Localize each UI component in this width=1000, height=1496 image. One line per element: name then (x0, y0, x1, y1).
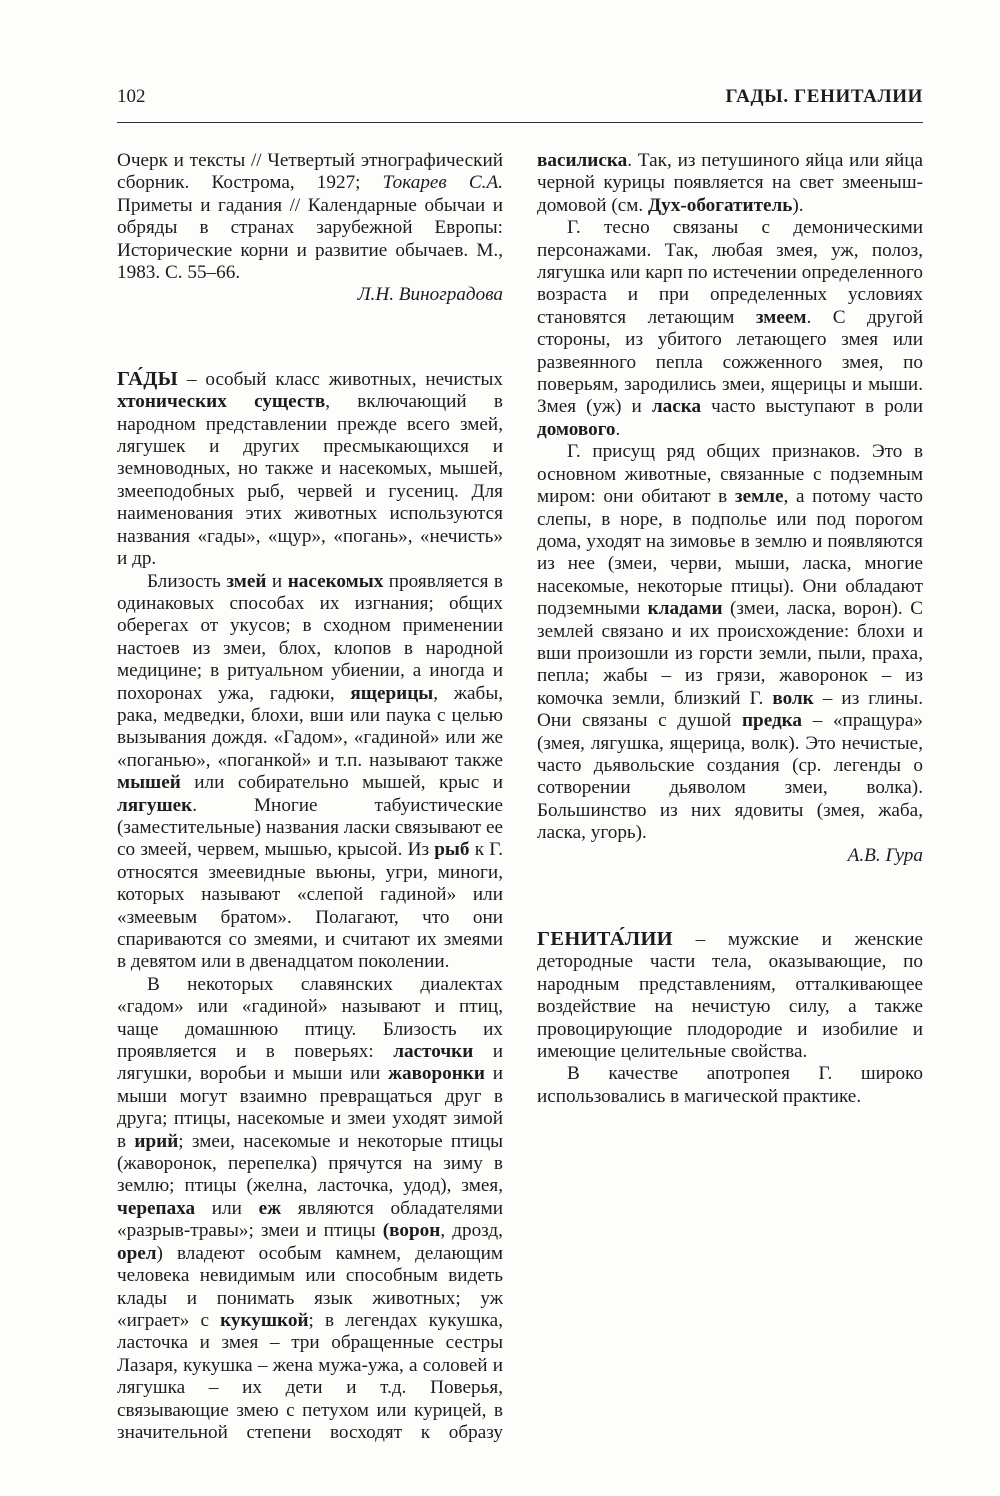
cross-reference: кладами (647, 598, 723, 620)
bibliography-continuation: Очерк и тексты // Четвертый этнографический сборник. Кострома, 1927; Токарев С.А. Приметы и гадания // Календарные обычаи и обряды в странах зарубежной Европы: Исторические корни и развитие обычаев. М., 1983. С. 55–66. (117, 150, 503, 284)
left-column (117, 150, 923, 1450)
article-paragraph: В качестве апотропея Г. широко использовались в магической практике. (537, 1063, 923, 1107)
page-number: 102 (117, 86, 146, 107)
header-rule (117, 122, 923, 123)
cross-reference: предка (741, 710, 803, 732)
author-signature: Л.Н. Виноградова (357, 284, 503, 306)
article-paragraph: Г. присущ ряд общих признаков. Это в основном животные, связанные с подземным миром: они обитают в земле, а потому часто слепы, в норе, в подполье или под порогом дома, уходят на зимовье в землю и появляются из нее (змеи, черви, мыши, ласка, многие насекомые, некоторые птицы). Они обладают подземными кладами (змеи, ласка, ворон). С землей связано и их происхождение: блохи и вши произошли из горсти земли, пыли, праха, пепла; жабы – из грязи, жаворонок – из комочка земли, близкий Г. волк – из глины. Они связаны с душой предка – «пращура» (змея, лягушка, ящерица, волк). Это нечистые, часто дьявольские создания (ср. легенды о сотворении дьяволом змеи, волка). Большинство из них ядовиты (змея, жаба, ласка, угорь). (537, 441, 924, 844)
article-paragraph: В некоторых славянских диалектах «гадом» или «гадиной» называют и птиц, чаще домашнюю птицу. Близость их проявляется и в поверьях: ласточки и лягушки, воробьи и мыши или жаворонки и мыши могут взаимно превращаться друг в друга; птицы, насекомые и змеи уходят зимой в ирий; змеи, насекомые и некоторые птицы (жаворонок, перепелка) прячутся на зиму в землю; птицы (желна, ласточка, удод), змея, черепаха или еж являются обладателями «разрыв-травы»; змеи и птицы (ворон, дрозд, орел) владеют особым камнем, делающим человека невидимым или способным видеть клады и понимать язык животных; уж «играет» с кукушкой; в легендах кукушка, ласточка и змея – три обращенные сестры Лазаря, кукушка – жена мужа-ужа, а соловей и лягушка – их дети и т.д. Поверья, связывающие змею с петухом или курицей, в значительной степени восходят к образу василиска. Так, из петушиного яйца или яйца черной курицы появляется на свет змееныш-домовой (см. Дух-обогатитель). (117, 150, 923, 1443)
cross-reference: рыб (434, 839, 470, 861)
headword: ГА́ДЫ (117, 367, 179, 390)
article-paragraph: Близость змей и насекомых проявляется в одинаковых способах их изгнания; общих оберегах от укусов; в сходном применении настоев из змеи, блох, клопов в народной медицине; в ритуальном убиении, а иногда и похоронах ужа, гадюки, ящерицы, жабы, рака, медведки, блохи, вши или паука с целью вызывания дождя. «Гадом», «гадиной» или же «поганью», «поганкой» и т.п. называют также мышей или собирательно мышей, крыс и лягушек. Многие табуистические (заместительные) названия ласки связывают ее со змеей, червем, мышью, крысой. Из рыб к Г. относятся змеевидные вьюны, угри, миноги, которых называют «слепой гадиной» или «змеевым братом». Полагают, что они спариваются со змеями, и считают их змеями в девятом или в двенадцатом поколении. (117, 570, 504, 973)
article-genitalii (537, 928, 923, 1108)
cross-reference: ящерицы (350, 682, 434, 704)
page-header (117, 86, 923, 114)
cross-reference: Дух-обогатитель (647, 194, 793, 216)
cross-reference: змей (226, 570, 267, 592)
cross-reference: (ворон (382, 1220, 441, 1242)
author-name: Токарев С.А. (382, 172, 503, 194)
cross-reference: ласточки (393, 1041, 474, 1063)
cross-reference: василиска (537, 150, 628, 171)
cross-reference: земле (734, 486, 784, 508)
cross-reference: хтонических существ (117, 391, 326, 413)
headword: ГЕНИТА́ЛИИ (537, 928, 673, 950)
cross-reference: ласка (651, 396, 702, 418)
cross-reference: черепаха (117, 1197, 196, 1219)
cross-reference: волк (772, 687, 814, 709)
article-paragraph: ГА́ДЫ – особый класс животных, нечистых хтонических существ, включающий в народном представлении прежде всего змей, лягушек и других пресмыкающихся и земноводных, но также и насекомых, мышей, змееподобных рыб, червей и гусениц. Для наименования этих животных используются названия «гады», «щур», «погань», «нечисть» и др. (117, 367, 503, 570)
cross-reference: змеем (755, 306, 807, 328)
running-title: ГАДЫ. ГЕНИТАЛИИ (725, 86, 923, 107)
cross-reference: мышей (117, 772, 181, 794)
article-paragraph: Г. тесно связаны с демоническими персонажами. Так, любая змея, уж, полоз, лягушка или карп по истечении определенного возраста и при определенных условиях становятся летающим змеем. С другой стороны, из убитого летающего змея или развеянного пепла сожженного змея, по поверьям, зародились змеи, ящерицы и мыши. Змея (уж) и ласка часто выступают в роли домового. (537, 217, 923, 440)
cross-reference: ирий (134, 1130, 179, 1152)
cross-reference: еж (258, 1197, 282, 1219)
article-paragraph: ГЕНИТА́ЛИИ – мужские и женские детородные части тела, оказывающие, по народным представлениям, отталкивающее воздействие на нечистую силу, а также провоцирующие плодородие и изобилие и имеющие целительные свойства. (537, 928, 923, 1063)
cross-reference: лягушек (117, 794, 193, 816)
cross-reference: орел (117, 1242, 157, 1264)
cross-reference: кукушкой (220, 1309, 309, 1331)
cross-reference: домового (537, 418, 616, 440)
cross-reference: насекомых (287, 570, 384, 592)
cross-reference: жаворонки (388, 1063, 485, 1085)
article-gady (117, 150, 923, 1450)
author-signature: А.В. Гура (847, 844, 923, 866)
